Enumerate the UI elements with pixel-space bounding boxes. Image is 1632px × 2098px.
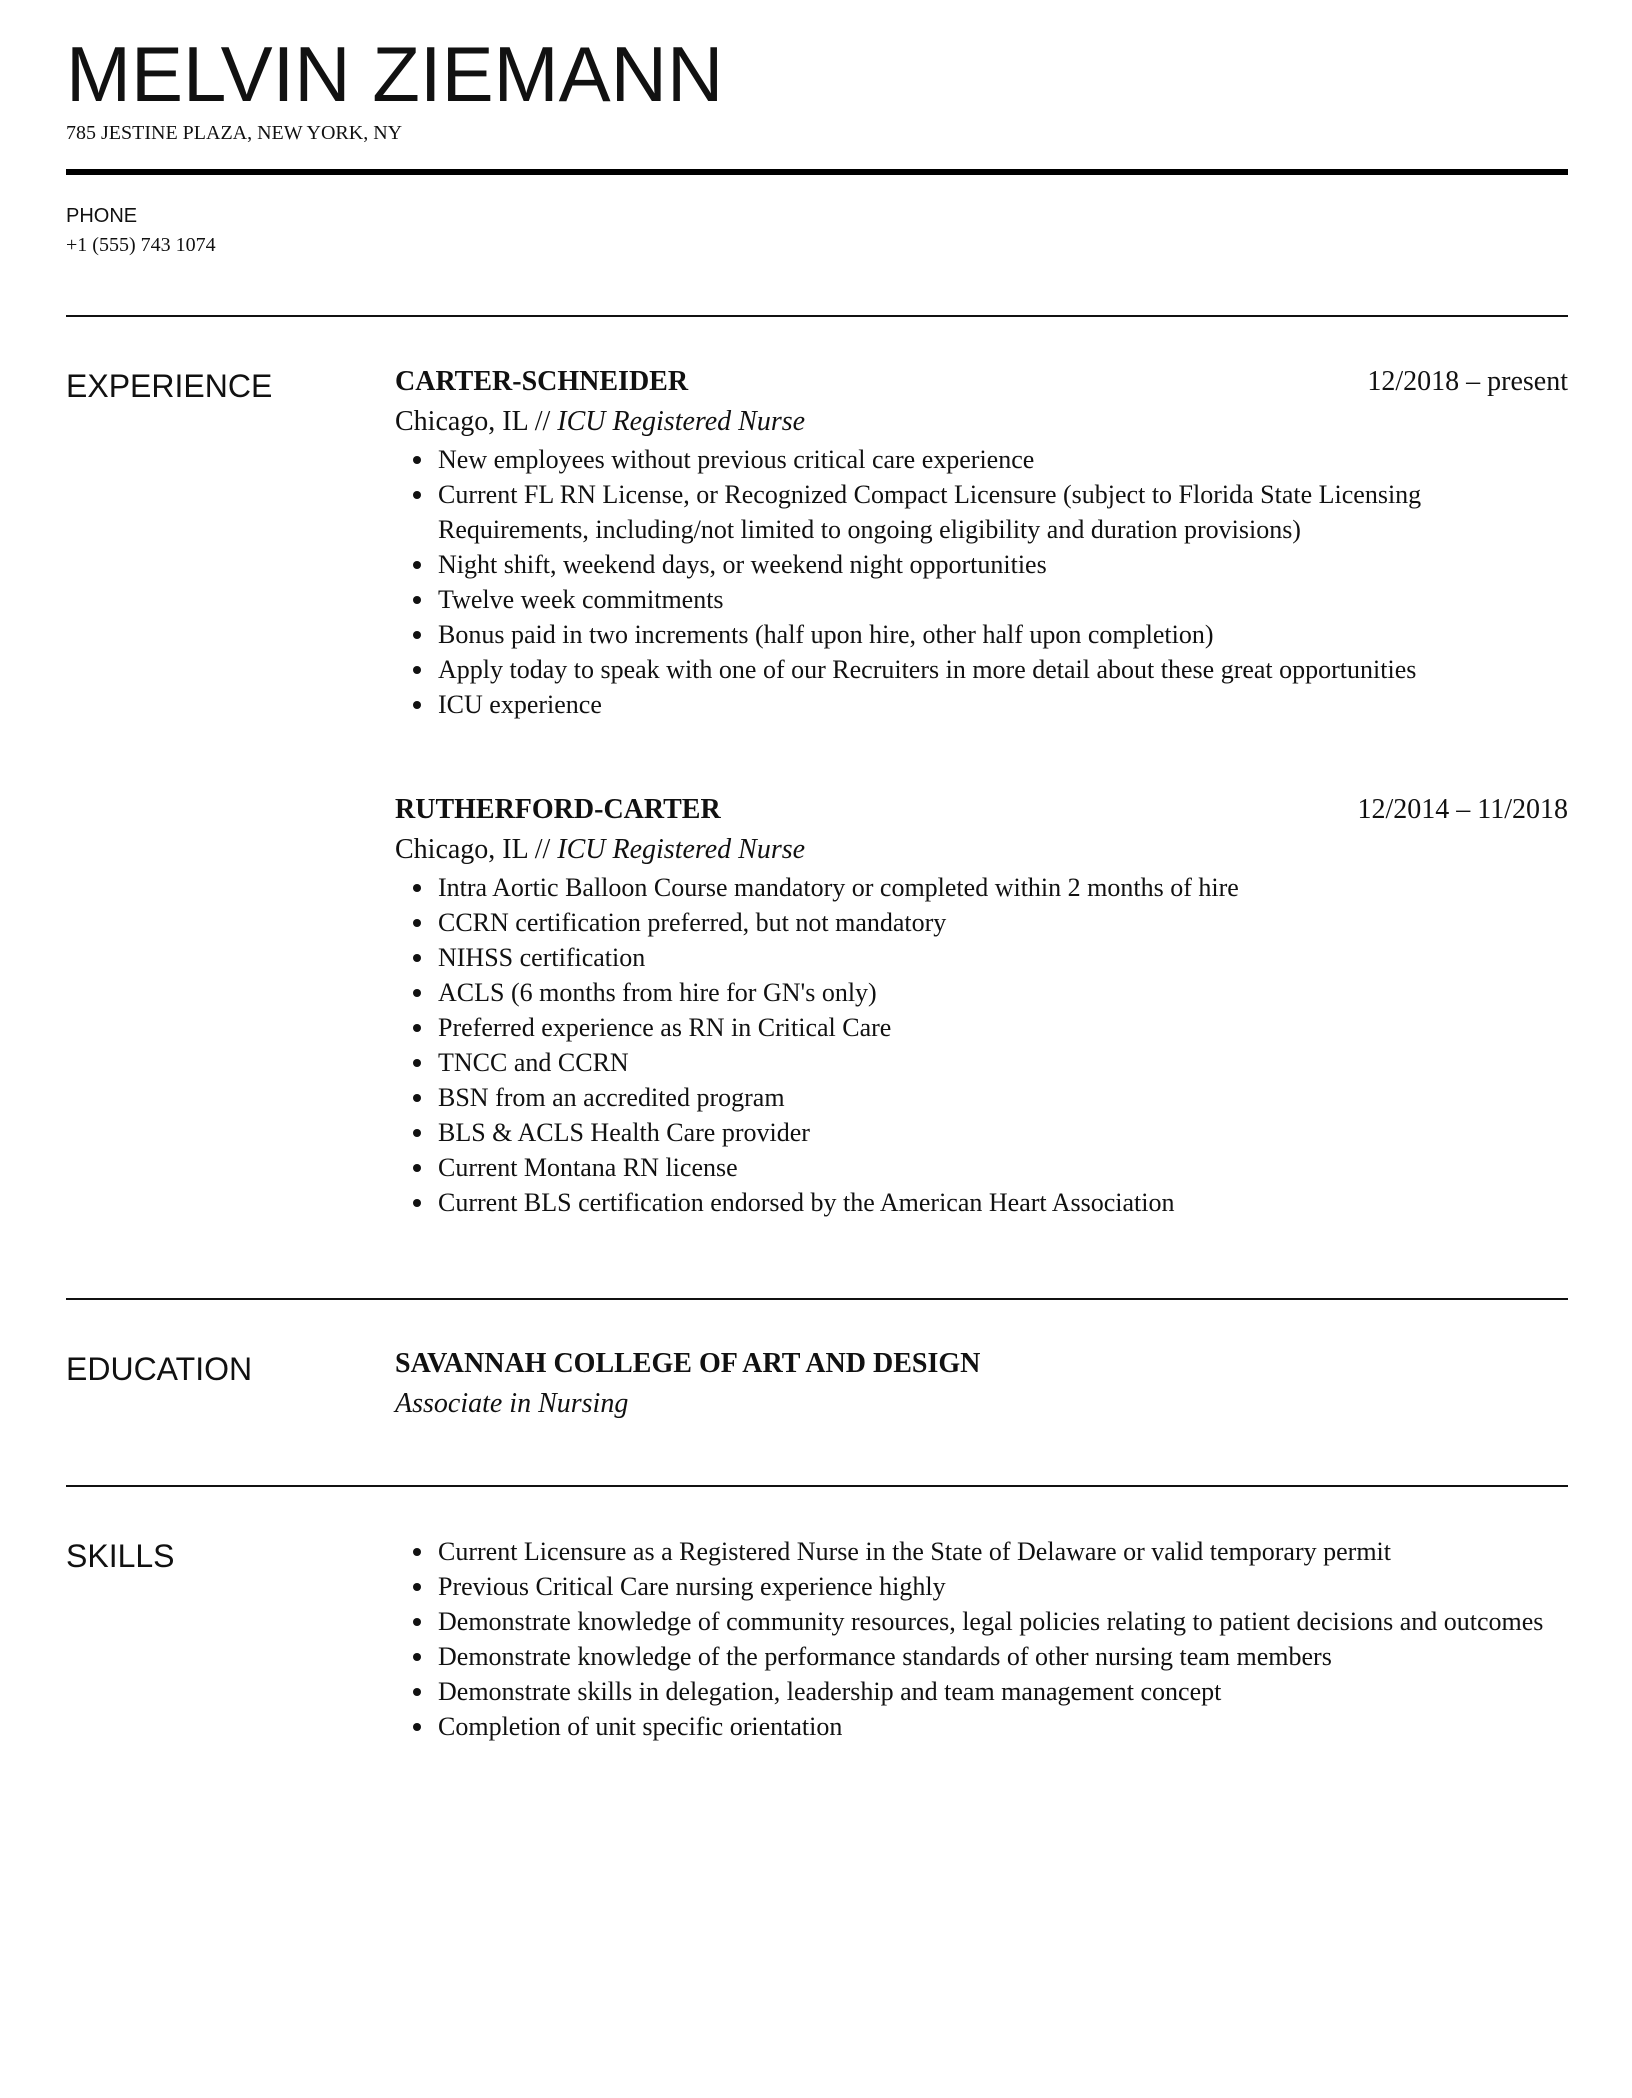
job-bullet: Bonus paid in two increments (half upon hire, other half upon completion) [395,617,1568,652]
skills-heading: SKILLS [66,1538,175,1574]
job-location: Chicago, IL [395,406,528,437]
job-bullet: NIHSS certification [395,940,1568,975]
skill-item: Demonstrate skills in delegation, leadership and team management concept [395,1674,1568,1709]
job-header [395,790,1568,830]
job-bullet: Night shift, weekend days, or weekend night opportunities [395,547,1568,582]
job-bullet: TNCC and CCRN [395,1045,1568,1080]
skill-item: Completion of unit specific orientation [395,1709,1568,1744]
job-entry [395,362,1568,722]
skill-item: Demonstrate knowledge of the performance standards of other nursing team members [395,1639,1568,1674]
job-bullet: BSN from an accredited program [395,1080,1568,1115]
job-separator: // [527,834,558,865]
job-dates: 12/2018 – present [1367,366,1568,397]
job-bullet: Current Montana RN license [395,1150,1568,1185]
job-bullet: Intra Aortic Balloon Course mandatory or completed within 2 months of hire [395,870,1568,905]
skill-item: Demonstrate knowledge of community resources, legal policies relating to patient decisions and outcomes [395,1604,1568,1639]
section-divider [66,1485,1568,1487]
header-divider [66,169,1568,175]
candidate-address: 785 JESTINE PLAZA, NEW YORK, NY [66,122,403,144]
phone-value: +1 (555) 743 1074 [66,234,216,256]
job-header [395,362,1568,402]
candidate-name: MELVIN ZIEMANN [66,30,724,118]
job-entry [395,790,1568,1220]
school-name: SAVANNAH COLLEGE OF ART AND DESIGN [395,1348,981,1379]
job-subline [395,402,1568,442]
job-bullet: CCRN certification preferred, but not mandatory [395,905,1568,940]
job-bullet: Current FL RN License, or Recognized Compact Licensure (subject to Florida State Licensing Requirements, including/not limited to ongoing eligibility and duration provisions) [395,477,1568,547]
company-name: RUTHERFORD-CARTER [395,794,721,825]
job-bullet: Twelve week commitments [395,582,1568,617]
section-divider [66,1298,1568,1300]
degree-name: Associate in Nursing [395,1388,629,1419]
job-location: Chicago, IL [395,834,528,865]
job-bullet: New employees without previous critical care experience [395,442,1568,477]
skill-item: Current Licensure as a Registered Nurse in the State of Delaware or valid temporary permit [395,1534,1568,1569]
job-role: ICU Registered Nurse [557,834,806,865]
education-entry [395,1344,1568,1424]
phone-label: PHONE [66,205,138,227]
job-bullet: ICU experience [395,687,1568,722]
job-bullet: Current BLS certification endorsed by the American Heart Association [395,1185,1568,1220]
job-bullet: Apply today to speak with one of our Recruiters in more detail about these great opportunities [395,652,1568,687]
job-dates: 12/2014 – 11/2018 [1357,794,1568,825]
education-heading: EDUCATION [66,1351,253,1387]
company-name: CARTER-SCHNEIDER [395,366,689,397]
skill-item: Previous Critical Care nursing experience highly [395,1569,1568,1604]
section-divider [66,315,1568,317]
skills-list [395,1534,1568,1744]
job-bullets [395,870,1568,1220]
job-subline [395,830,1568,870]
job-bullet: ACLS (6 months from hire for GN's only) [395,975,1568,1010]
skills-entry [395,1534,1568,1744]
job-bullet: BLS & ACLS Health Care provider [395,1115,1568,1150]
job-bullets [395,442,1568,722]
job-bullet: Preferred experience as RN in Critical Care [395,1010,1568,1045]
experience-heading: EXPERIENCE [66,368,273,404]
job-role: ICU Registered Nurse [557,406,806,437]
job-separator: // [527,406,558,437]
